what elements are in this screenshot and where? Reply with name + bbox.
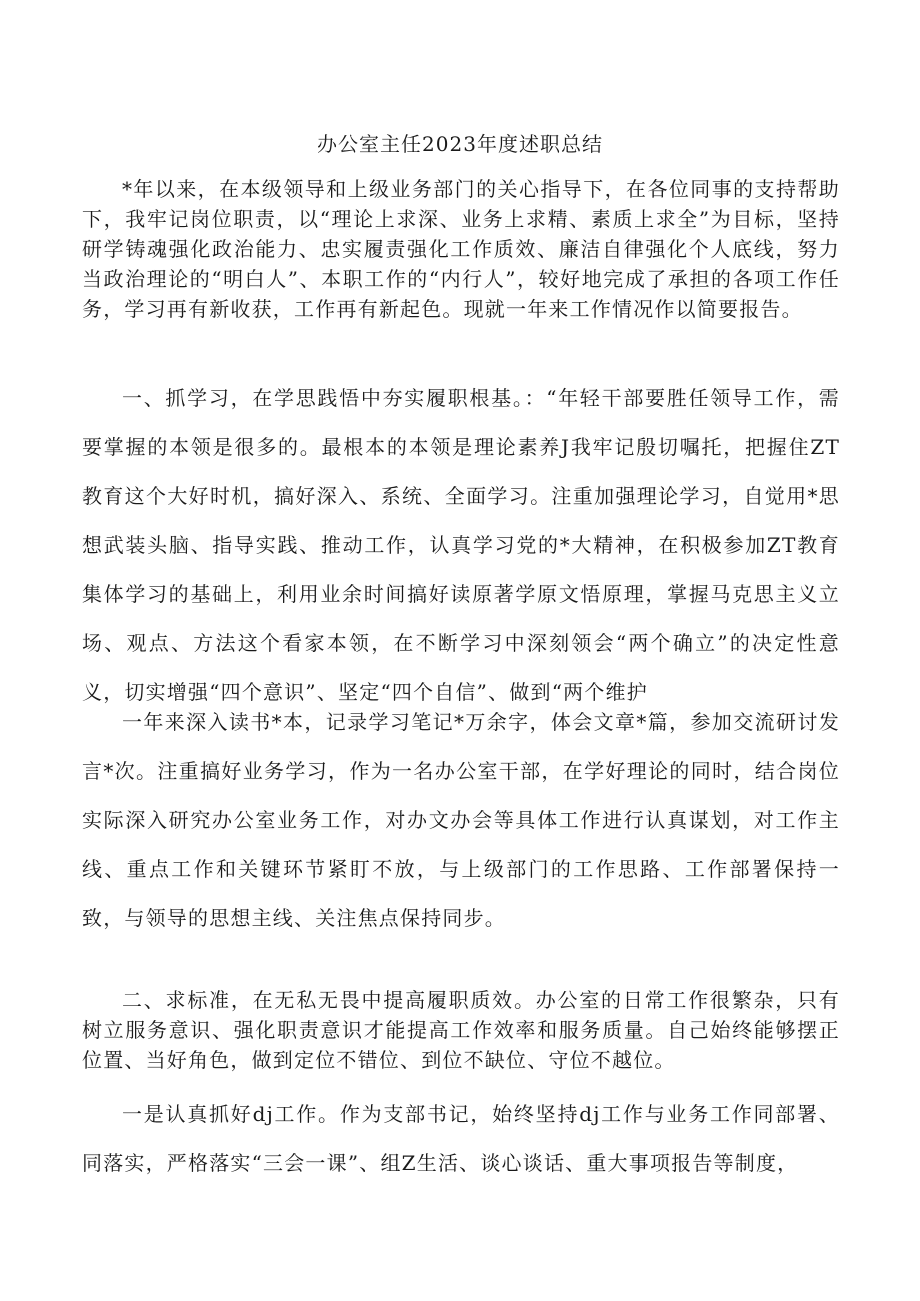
document-title: 办公室主任2023年度述职总结 <box>317 132 603 156</box>
paragraph-section-one: 一、抓学习，在学思践悟中夯实履职根基。：“年轻干部要胜任领导工作，需要掌握的本领是很多的。最根本的本领是理论素养J我牢记殷切嘱托，把握住ZT教育这个大好时机，搞好深入、系统、全面学习。注重加强理论学习，自觉用*思想武装头脑、指导实践、推动工作，认真学习党的*大精神，在积极参加ZT教育集体学习的基础上，利用业余时间搞好读原著学原文悟原理，掌握马克思主义立场、观点、方法这个看家本领，在不断学习中深刻领会“两个确立”的决定性意义，切实增强“四个意识”、坚定“四个自信”、做到“两个维护 <box>82 386 840 704</box>
paragraph-section-two: 二、求标准，在无私无畏中提高履职质效。办公室的日常工作很繁杂，只有树立服务意识、强化职责意识才能提高工作效率和服务质量。自己始终能够摆正位置、当好角色，做到定位不错位、到位不缺位、守位不越位。 <box>82 988 840 1072</box>
paragraph-intro: *年以来，在本级领导和上级业务部门的关心指导下，在各位同事的支持帮助下，我牢记岗位职责，以“理论上求深、业务上求精、素质上求全”为目标，坚持研学铸魂强化政治能力、忠实履责强化工作质效、廉洁自律强化个人底线，努力当政治理论的“明白人”、本职工作的“内行人”，较好地完成了承担的各项工作任务，学习再有新收获，工作再有新起色。现就一年来工作情况作以简要报告。 <box>82 177 840 321</box>
paragraph-party-work: 一是认真抓好dj工作。作为支部书记，始终坚持dj工作与业务工作同部署、同落实，严格落实“三会一课”、组Z生活、谈心谈话、重大事项报告等制度， <box>82 1102 840 1175</box>
paragraph-study-results: 一年来深入读书*本，记录学习笔记*万余字，体会文章*篇，参加交流研讨发言*次。注重搞好业务学习，作为一名办公室干部，在学好理论的同时，结合岗位实际深入研究办公室业务工作，对办文办会等具体工作进行认真谋划，对工作主线、重点工作和关键环节紧盯不放，与上级部门的工作思路、工作部署保持一致，与领导的思想主线、关注焦点保持同步。 <box>82 710 840 930</box>
